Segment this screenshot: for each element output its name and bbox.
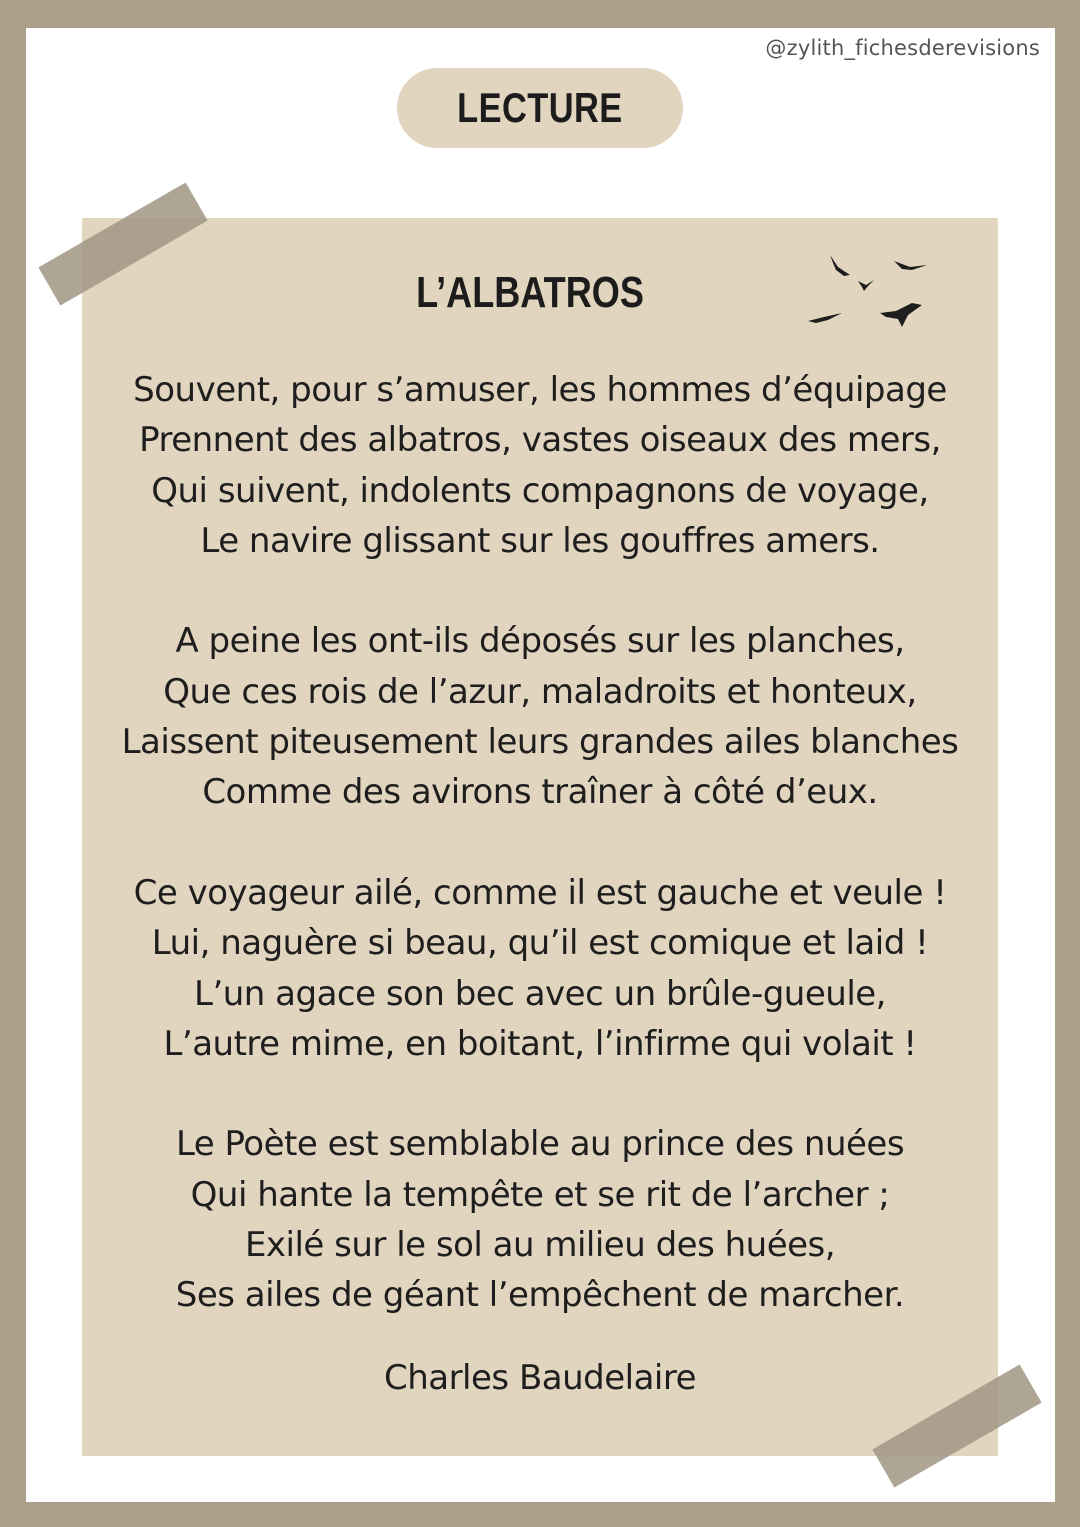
stanza xyxy=(82,365,998,566)
stanza xyxy=(82,868,998,1069)
poem-body xyxy=(82,365,998,1403)
verse-line: L’autre mime, en boitant, l’infirme qui volait ! xyxy=(163,1023,917,1064)
verse-line: Ses ailes de géant l’empêchent de marcher. xyxy=(175,1275,905,1316)
poem-title: L’ALBATROS xyxy=(416,268,644,317)
verse-line: Le Poète est semblable au prince des nuées xyxy=(175,1124,905,1165)
verse-line: Lui, naguère si beau, qu’il est comique et laid ! xyxy=(151,923,929,964)
poem-author: Charles Baudelaire xyxy=(383,1357,697,1398)
verse-line: Le navire glissant sur les gouffres amers. xyxy=(200,520,880,561)
author-handle: @zylith_fichesderevisions xyxy=(765,36,1040,60)
verse-line: L’un agace son bec avec un brûle-gueule, xyxy=(194,973,886,1014)
verse-line: Qui hante la tempête et se rit de l’archer ; xyxy=(190,1174,890,1215)
section-title: LECTURE xyxy=(457,84,623,131)
verse-line: Laissent piteusement leurs grandes ailes blanches xyxy=(121,722,959,763)
verse-line: Souvent, pour s’amuser, les hommes d’équipage xyxy=(133,370,947,410)
verse-line: Prennent des albatros, vastes oiseaux des mers, xyxy=(139,420,941,461)
verse-line: Ce voyageur ailé, comme il est gauche et veule ! xyxy=(133,872,947,913)
verse-line: Exilé sur le sol au milieu des huées, xyxy=(244,1225,836,1266)
verse-line: Qui suivent, indolents compagnons de voyage, xyxy=(151,470,929,511)
flying-birds-icon xyxy=(800,245,940,340)
verse-line: A peine les ont-ils déposés sur les planches, xyxy=(175,621,905,662)
stanza xyxy=(82,1119,998,1320)
stanza xyxy=(82,616,998,817)
verse-line: Que ces rois de l’azur, maladroits et honteux, xyxy=(163,671,917,712)
verse-line: Comme des avirons traîner à côté d’eux. xyxy=(202,772,878,813)
section-title-pill xyxy=(397,68,683,148)
